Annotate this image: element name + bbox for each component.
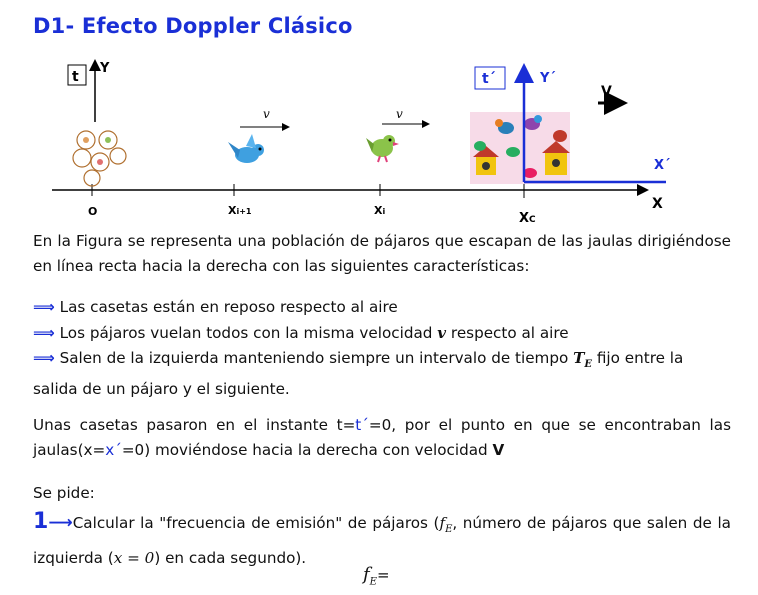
double-arrow-icon: ⟹ xyxy=(33,349,55,367)
tick-xc-label: XC xyxy=(519,211,536,226)
y-label: Y xyxy=(100,61,110,76)
x-label: X xyxy=(652,196,663,212)
frequency-formula: $f_E=$ xyxy=(363,564,390,588)
blue-bird-icon xyxy=(228,134,264,163)
double-arrow-icon: ⟹ xyxy=(33,324,55,342)
v-big-label: V xyxy=(601,84,612,100)
xp-label: X´ xyxy=(654,158,671,173)
long-arrow-icon: ⟶ xyxy=(48,513,73,533)
intro-paragraph: En la Figura se representa una población de pájaros que escapan de las jaulas dirigiéndose en línea recta hacia la derecha con las siguientes características: xyxy=(33,232,731,275)
tick-xi1-label: Xi+1 xyxy=(228,204,252,217)
bullet-2: ⟹ Los pájaros vuelan todos con la misma velocidad v respecto al aire xyxy=(33,324,569,342)
tp-label: t´ xyxy=(482,71,496,87)
doppler-figure xyxy=(0,0,758,232)
v-label-1: v xyxy=(263,107,270,121)
question-1: 1⟶Calcular la "frecuencia de emisión" de pájaros ($f_E$, número de pájaros que salen de la izquierda (x = 0) en cada segundo). xyxy=(33,509,731,568)
tick-o-label: O xyxy=(88,205,98,218)
tick-xi-label: Xi xyxy=(374,204,386,217)
double-arrow-icon: ⟹ xyxy=(33,298,55,316)
casetas-paragraph: Unas casetas pasaron en el instante t=t´=0, por el punto en que se encontraban las jaulas(x=x´=0) moviéndose hacia la derecha con velocidad V xyxy=(33,416,731,459)
green-bird-icon xyxy=(366,135,399,162)
yp-label: Y´ xyxy=(540,71,556,86)
se-pide: Se pide: xyxy=(33,484,95,502)
bird-cages-icon xyxy=(73,131,126,186)
bullet-1: ⟹ Las casetas están en reposo respecto al aire xyxy=(33,298,398,316)
v-label-2: v xyxy=(396,107,403,121)
page-title: D1- Efecto Doppler Clásico xyxy=(33,14,353,38)
t-label: t xyxy=(72,69,79,85)
bullet-3: ⟹ Salen de la izquierda manteniendo siempre un intervalo de tiempo $T_E$ fijo entre la salida de un pájaro y el siguiente. xyxy=(33,349,684,399)
